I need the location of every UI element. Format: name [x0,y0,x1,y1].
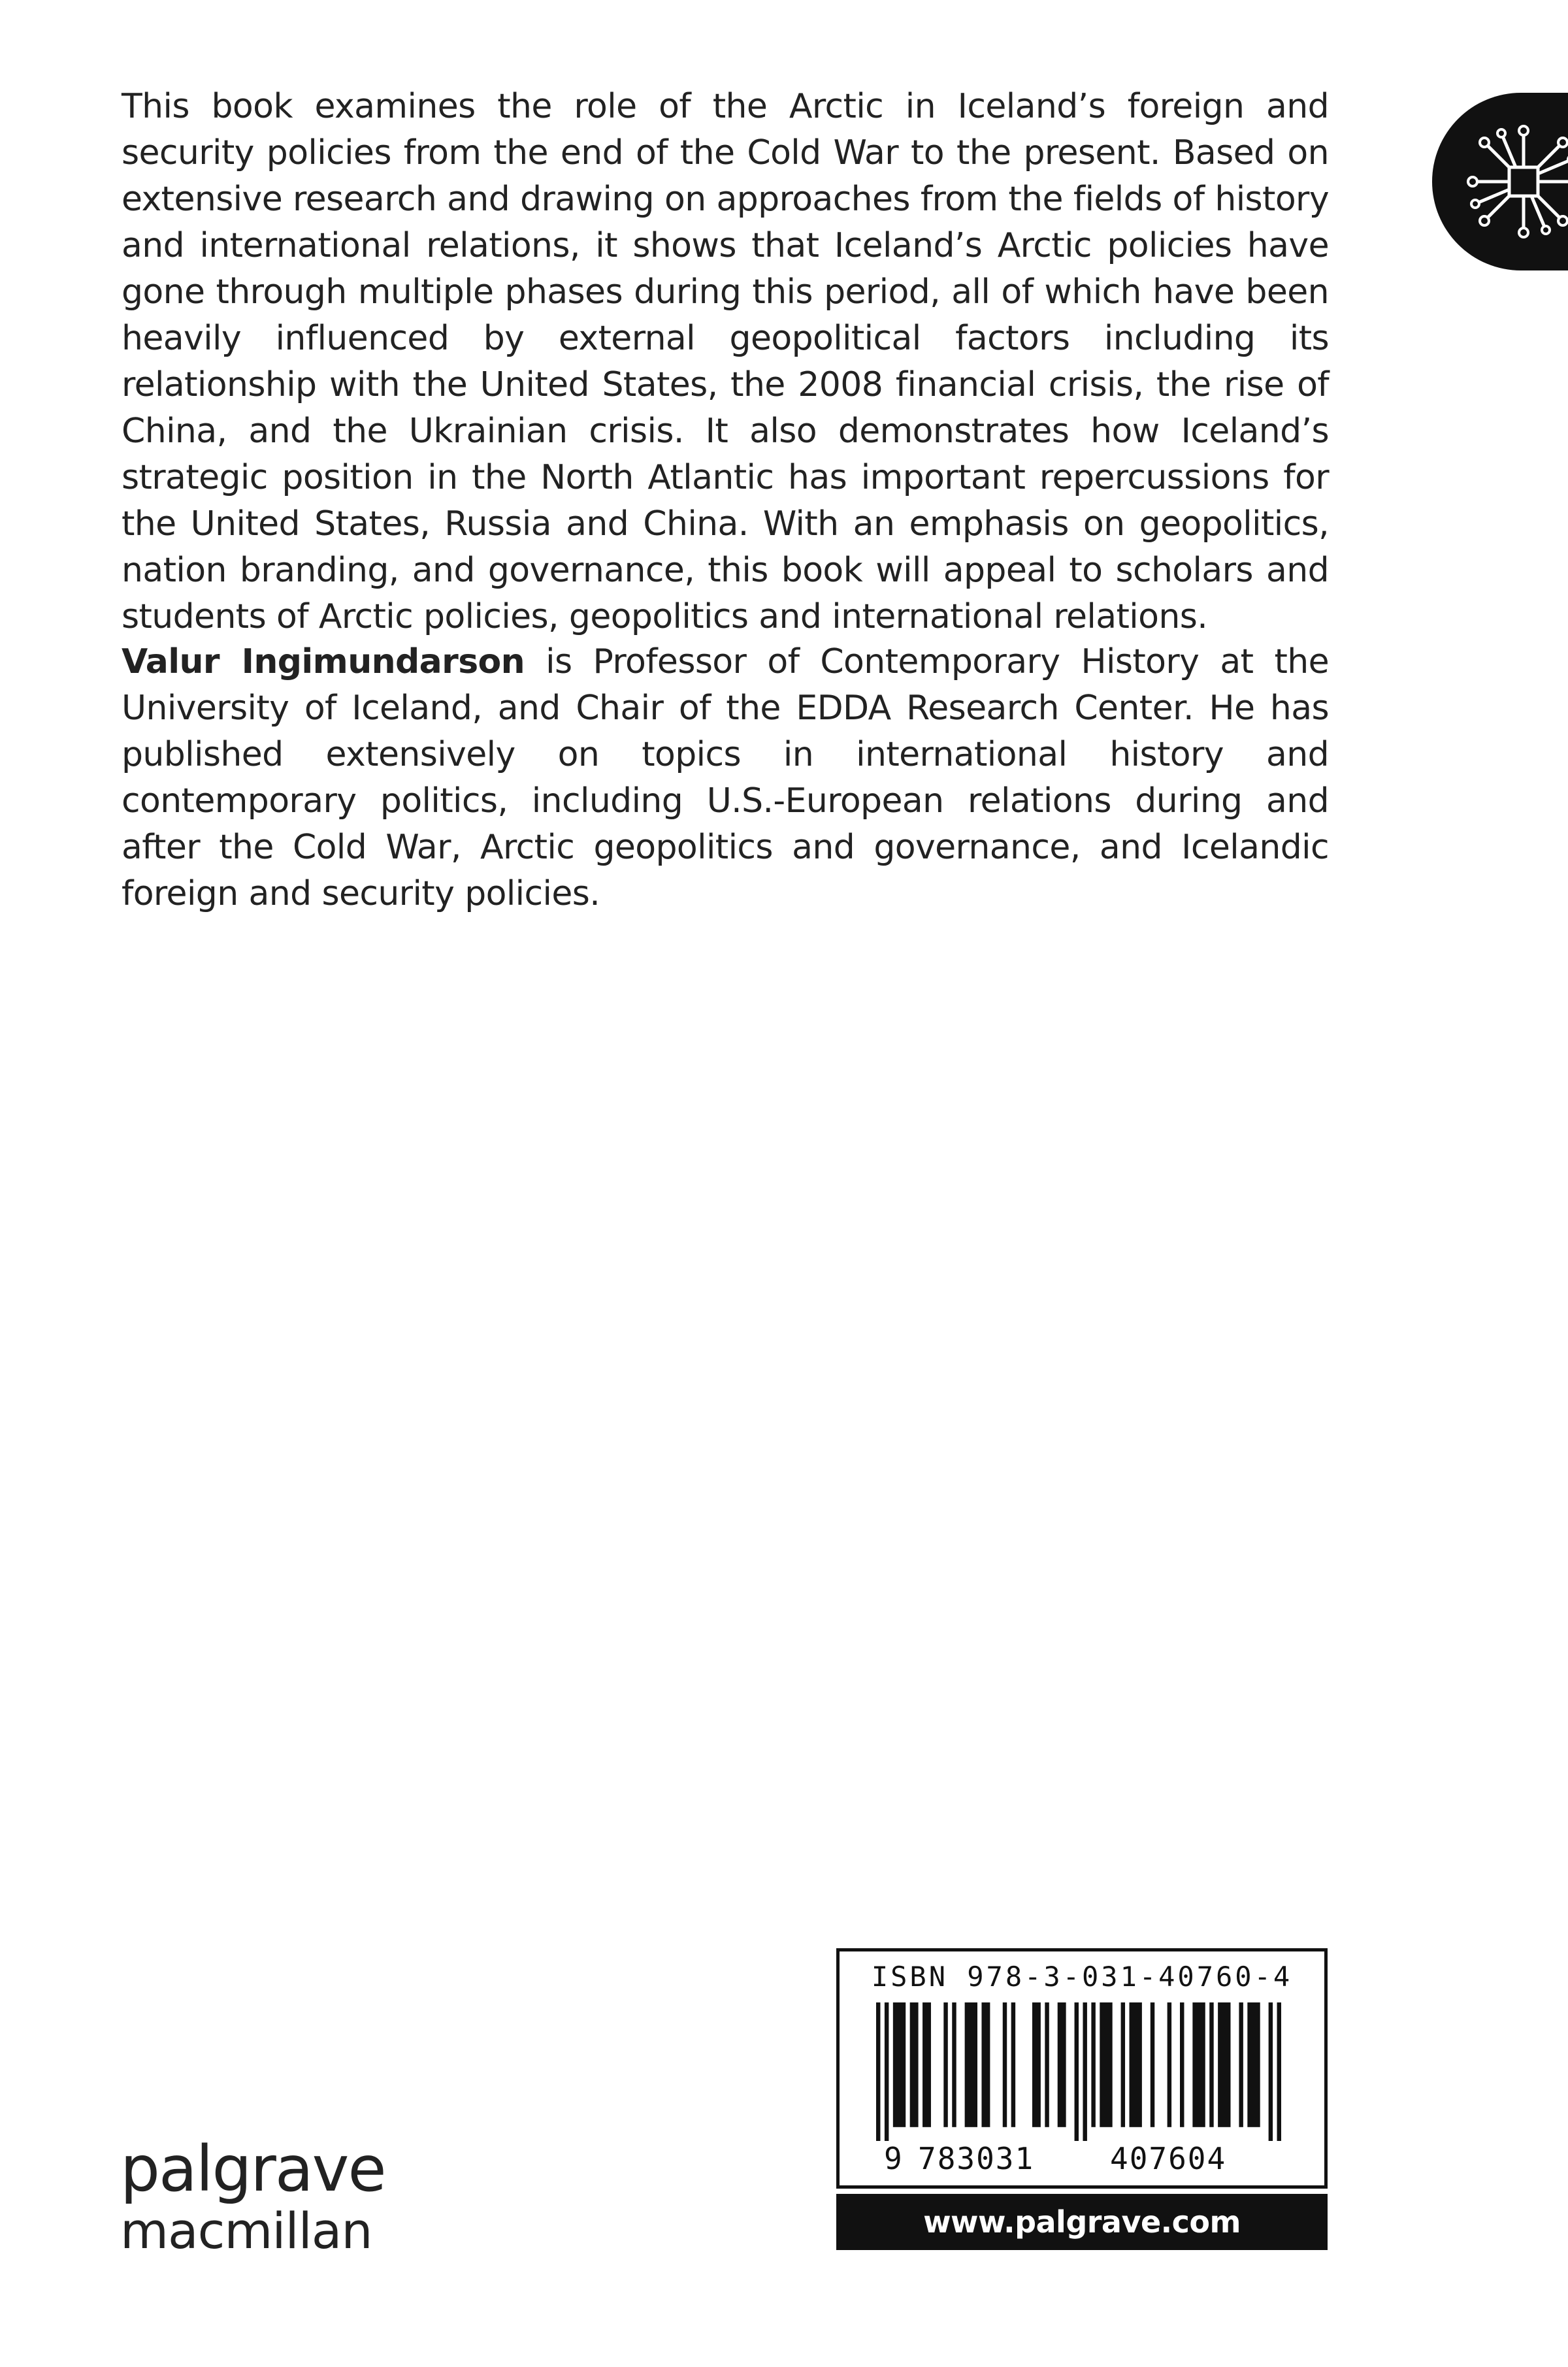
barcode-bar [1032,2002,1041,2127]
barcode-bar [1277,2002,1281,2141]
barcode-digit-lead: 9 [884,2141,904,2176]
barcode-bar [981,2002,990,2127]
barcode [876,2002,1281,2141]
barcode-bar [1239,2002,1243,2127]
barcode-bar [1121,2002,1125,2127]
author-bio-text: is Professor of Contemporary History at the University of Iceland, and Chair of the EDDA Research Center. He has published extensively on topics in international history and contemporary politics, including U.S.-European relations during and after the Cold War, Arctic geopolitics and governance, and Icelandic foreign and security policies. [122,642,1329,913]
barcode-bar [1269,2002,1273,2141]
barcode-digits-group2: 407604 [1110,2141,1227,2176]
barcode-bar [1075,2002,1079,2141]
barcode-bar [1180,2002,1184,2127]
barcode-bar [1058,2002,1066,2127]
author-name: Valur Ingimundarson [122,642,525,681]
barcode-bar [910,2002,919,2127]
barcode-bar [876,2002,880,2141]
barcode-bar [1045,2002,1049,2127]
isbn-barcode-box [836,1948,1328,2189]
barcode-bar [1209,2002,1213,2127]
barcode-bar [923,2002,931,2127]
publisher-logo-tab [1432,93,1568,270]
publisher-wordmark [120,2132,385,2261]
barcode-bar [1130,2002,1142,2127]
barcode-bar [1218,2002,1230,2127]
book-description: This book examines the role of the Arctic in Iceland’s foreign and security policies from the end of the Cold War to the present. Based on extensive research and drawing on approaches from the fields of history and international relations, it shows that Iceland’s Arctic policies have gone through multiple phases during this period, all of which have been heavily influenced by external geopolitical factors including its relationship with the United States, the 2008 financial crisis, the rise of China, and the Ukrainian crisis. It also demonstrates how Iceland’s strategic position in the North Atlantic has important repercussions for the United States, Russia and China. With an emphasis on geopolitics, nation branding, and governance, this book will appeal to scholars and students of Arctic policies, geopolitics and international relations. [122,87,1329,636]
barcode-bar [893,2002,906,2127]
barcode-bar [1247,2002,1260,2127]
barcode-bar [1083,2002,1086,2141]
author-bio [122,639,1329,917]
barcode-bar [965,2002,977,2127]
publisher-website[interactable]: www.palgrave.com [836,2194,1328,2250]
barcode-bar [1003,2002,1007,2127]
barcode-bar [943,2002,947,2127]
barcode-bar [1091,2002,1095,2127]
barcode-bar [1168,2002,1171,2127]
publisher-name-line2: macmillan [120,2202,372,2260]
palgrave-network-icon [1458,116,1568,247]
barcode-bar [952,2002,956,2127]
publisher-name-line1: palgrave [120,2132,385,2206]
isbn-label: ISBN 978-3-031-40760-4 [871,1961,1293,1993]
barcode-bar [1100,2002,1112,2127]
barcode-bar [1011,2002,1015,2127]
barcode-bar [885,2002,889,2141]
barcode-bar [1151,2002,1154,2127]
barcode-bar [1192,2002,1205,2127]
barcode-digits-group1: 783031 [918,2141,1035,2176]
